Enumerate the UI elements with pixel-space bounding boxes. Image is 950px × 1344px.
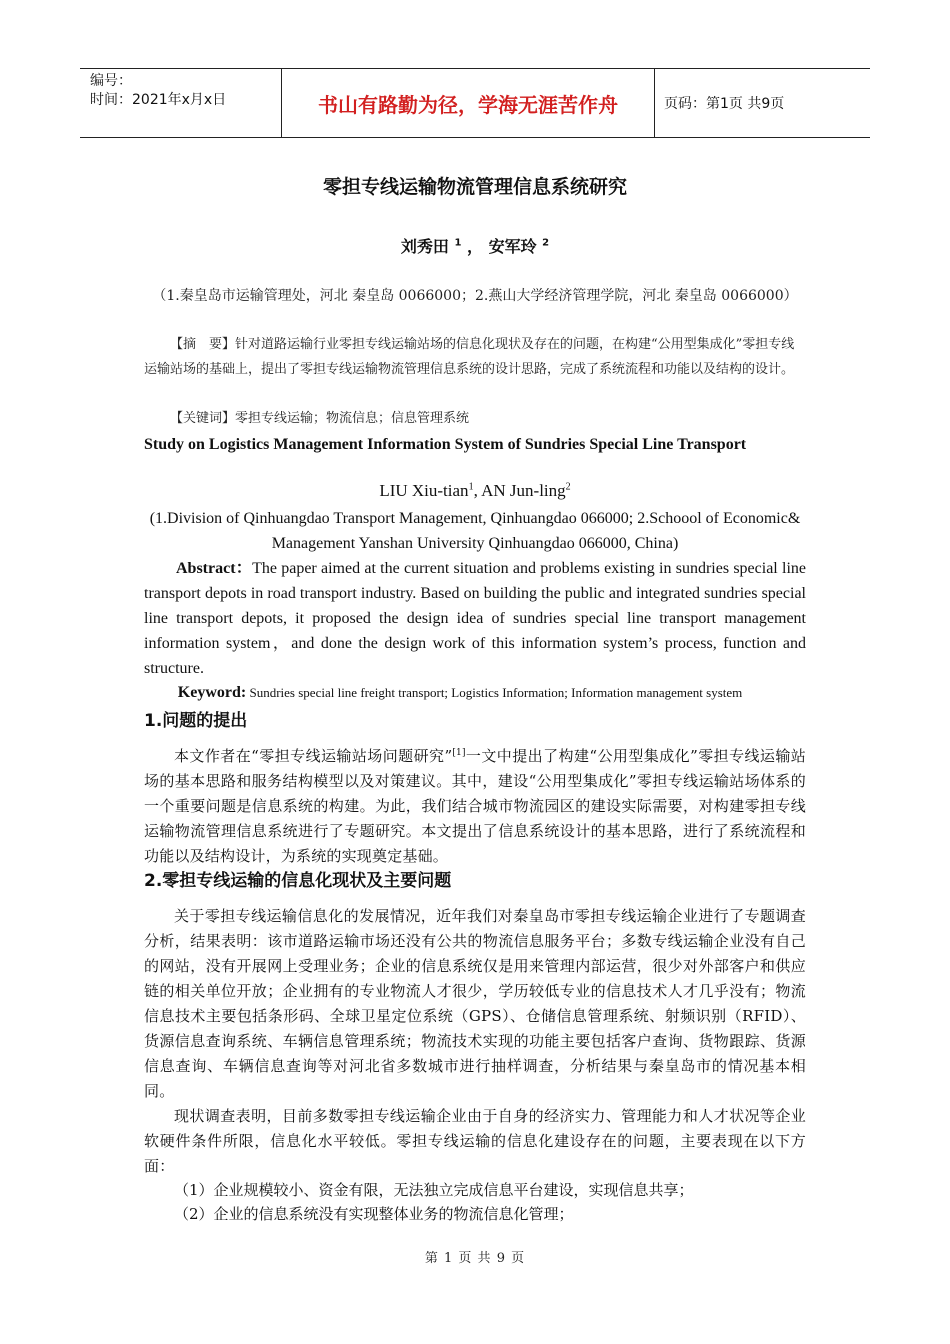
- author-1: 刘秀田: [400, 237, 449, 256]
- section-1-text-b: 一文中提出了构建“公用型集成化”零担专线运输站场的基本思路和服务结构模型以及对策建议。其中，建设“公用型集成化”零担专线运输站场体系的一个重要问题是信息系统的构建。为此，我们结合城市物流园区的建设实际需要，对构建零担专线运输物流管理信息系统进行了专题研究。本文提出了信息系统设计的基本思路，进行了系统流程和功能以及结构设计，为系统的实现奠定基础。: [144, 747, 806, 865]
- section-2-list-item-2: （2）企业的信息系统没有实现整体业务的物流信息化管理；: [174, 1205, 574, 1223]
- keywords-en: [144, 682, 806, 704]
- authors-en: [0, 481, 950, 501]
- abstract-en-label: Abstract：: [176, 560, 253, 577]
- author-en-2: AN Jun-ling: [481, 481, 566, 500]
- author-1-sup: 1: [454, 237, 462, 249]
- english-title: Study on Logistics Management Information System of Sundries Special Line Transport: [144, 436, 747, 453]
- abstract-en-text: The paper aimed at the current situation and problems existing in sundries special line transport depots in road transport industry. Based on building the public and integrated sundries special line transport depots, it proposed the design idea of sundries special line transport management information system，and done the design work of this information system’s process, function and structure.: [144, 560, 806, 677]
- section-1-paragraph: [144, 741, 806, 869]
- author-2-sup: 2: [542, 237, 550, 249]
- section-1-text-a: 本文作者在“零担专线运输站场问题研究”: [174, 747, 453, 765]
- header-number: 编号：: [90, 73, 132, 89]
- paper-title: 零担专线运输物流管理信息系统研究: [322, 176, 627, 198]
- header-meta: [80, 69, 282, 137]
- section-2-heading: 2.零担专线运输的信息化现状及主要问题: [144, 871, 452, 891]
- affiliations-en: (1.Division of Qinhuangdao Transport Management, Qinhuangdao 066000; 2.Schoool of Economic& Management Yanshan University Qinhuangdao 066000, China): [149, 510, 801, 552]
- header-page-number: 页码：第1页 共9页: [664, 96, 785, 112]
- affiliations-cn: （1.秦皇岛市运输管理处，河北 秦皇岛 0066000；2.燕山大学经济管理学院，河北 秦皇岛 0066000）: [152, 288, 798, 304]
- keywords-cn: 【关键词】零担专线运输；物流信息；信息管理系统: [170, 411, 470, 426]
- page-header: [80, 68, 870, 138]
- header-time: 时间：2021年x月x日: [90, 92, 227, 108]
- section-2-list-item-1: （1）企业规模较小、资金有限，无法独立完成信息平台建设，实现信息共享；: [174, 1181, 694, 1199]
- section-2-paragraph-2: 现状调查表明，目前多数零担专线运输企业由于自身的经济实力、管理能力和人才状况等企业软硬件条件所限，信息化水平较低。零担专线运输的信息化建设存在的问题，主要表现在以下方面：: [144, 1107, 806, 1175]
- author-en-1-sup: 1: [468, 481, 474, 493]
- author-2: 安军玲: [488, 237, 537, 256]
- author-en-1: LIU Xiu-tian: [379, 481, 469, 500]
- abstract-cn: 【摘 要】针对道路运输行业零担专线运输站场的信息化现状及存在的问题，在构建“公用型集成化”零担专线运输站场的基础上，提出了零担专线运输物流管理信息系统的设计思路，完成了系统流程和功能以及结构的设计。: [144, 337, 795, 377]
- header-motto: 书山有路勤为径，学海无涯苦作舟: [282, 69, 655, 137]
- section-1-heading: 1.问题的提出: [144, 711, 248, 731]
- page-footer: 第 1 页 共 9 页: [424, 1251, 526, 1266]
- authors-cn: [0, 234, 950, 257]
- author-en-separator: ,: [473, 481, 482, 500]
- citation-ref: [1]: [452, 748, 466, 758]
- abstract-en: [144, 556, 806, 681]
- keywords-en-text: Sundries special line freight transport; Logistics Information; Information management system: [249, 685, 743, 700]
- author-en-2-sup: 2: [565, 481, 571, 493]
- author-separator: ，: [466, 237, 483, 256]
- section-2-paragraph-1: 关于零担专线运输信息化的发展情况，近年我们对秦皇岛市零担专线运输企业进行了专题调查分析，结果表明：该市道路运输市场还没有公共的物流信息服务平台；多数专线运输企业没有自己的网站，没有开展网上受理业务；企业的信息系统仅是用来管理内部运营，很少对外部客户和供应链的相关单位开放；企业拥有的专业物流人才很少，学历较低专业的信息技术人才几乎没有；物流信息技术主要包括条形码、全球卫星定位系统（GPS）、仓储信息管理系统、射频识别（RFID）、货源信息查询系统、车辆信息管理系统；物流技术实现的功能主要包括客户查询、货物跟踪、货源信息查询、车辆信息查询等对河北省多数城市进行抽样调查，分析结果与秦皇岛市的情况基本相同。: [144, 907, 806, 1100]
- keywords-en-label: Keyword:: [177, 684, 247, 701]
